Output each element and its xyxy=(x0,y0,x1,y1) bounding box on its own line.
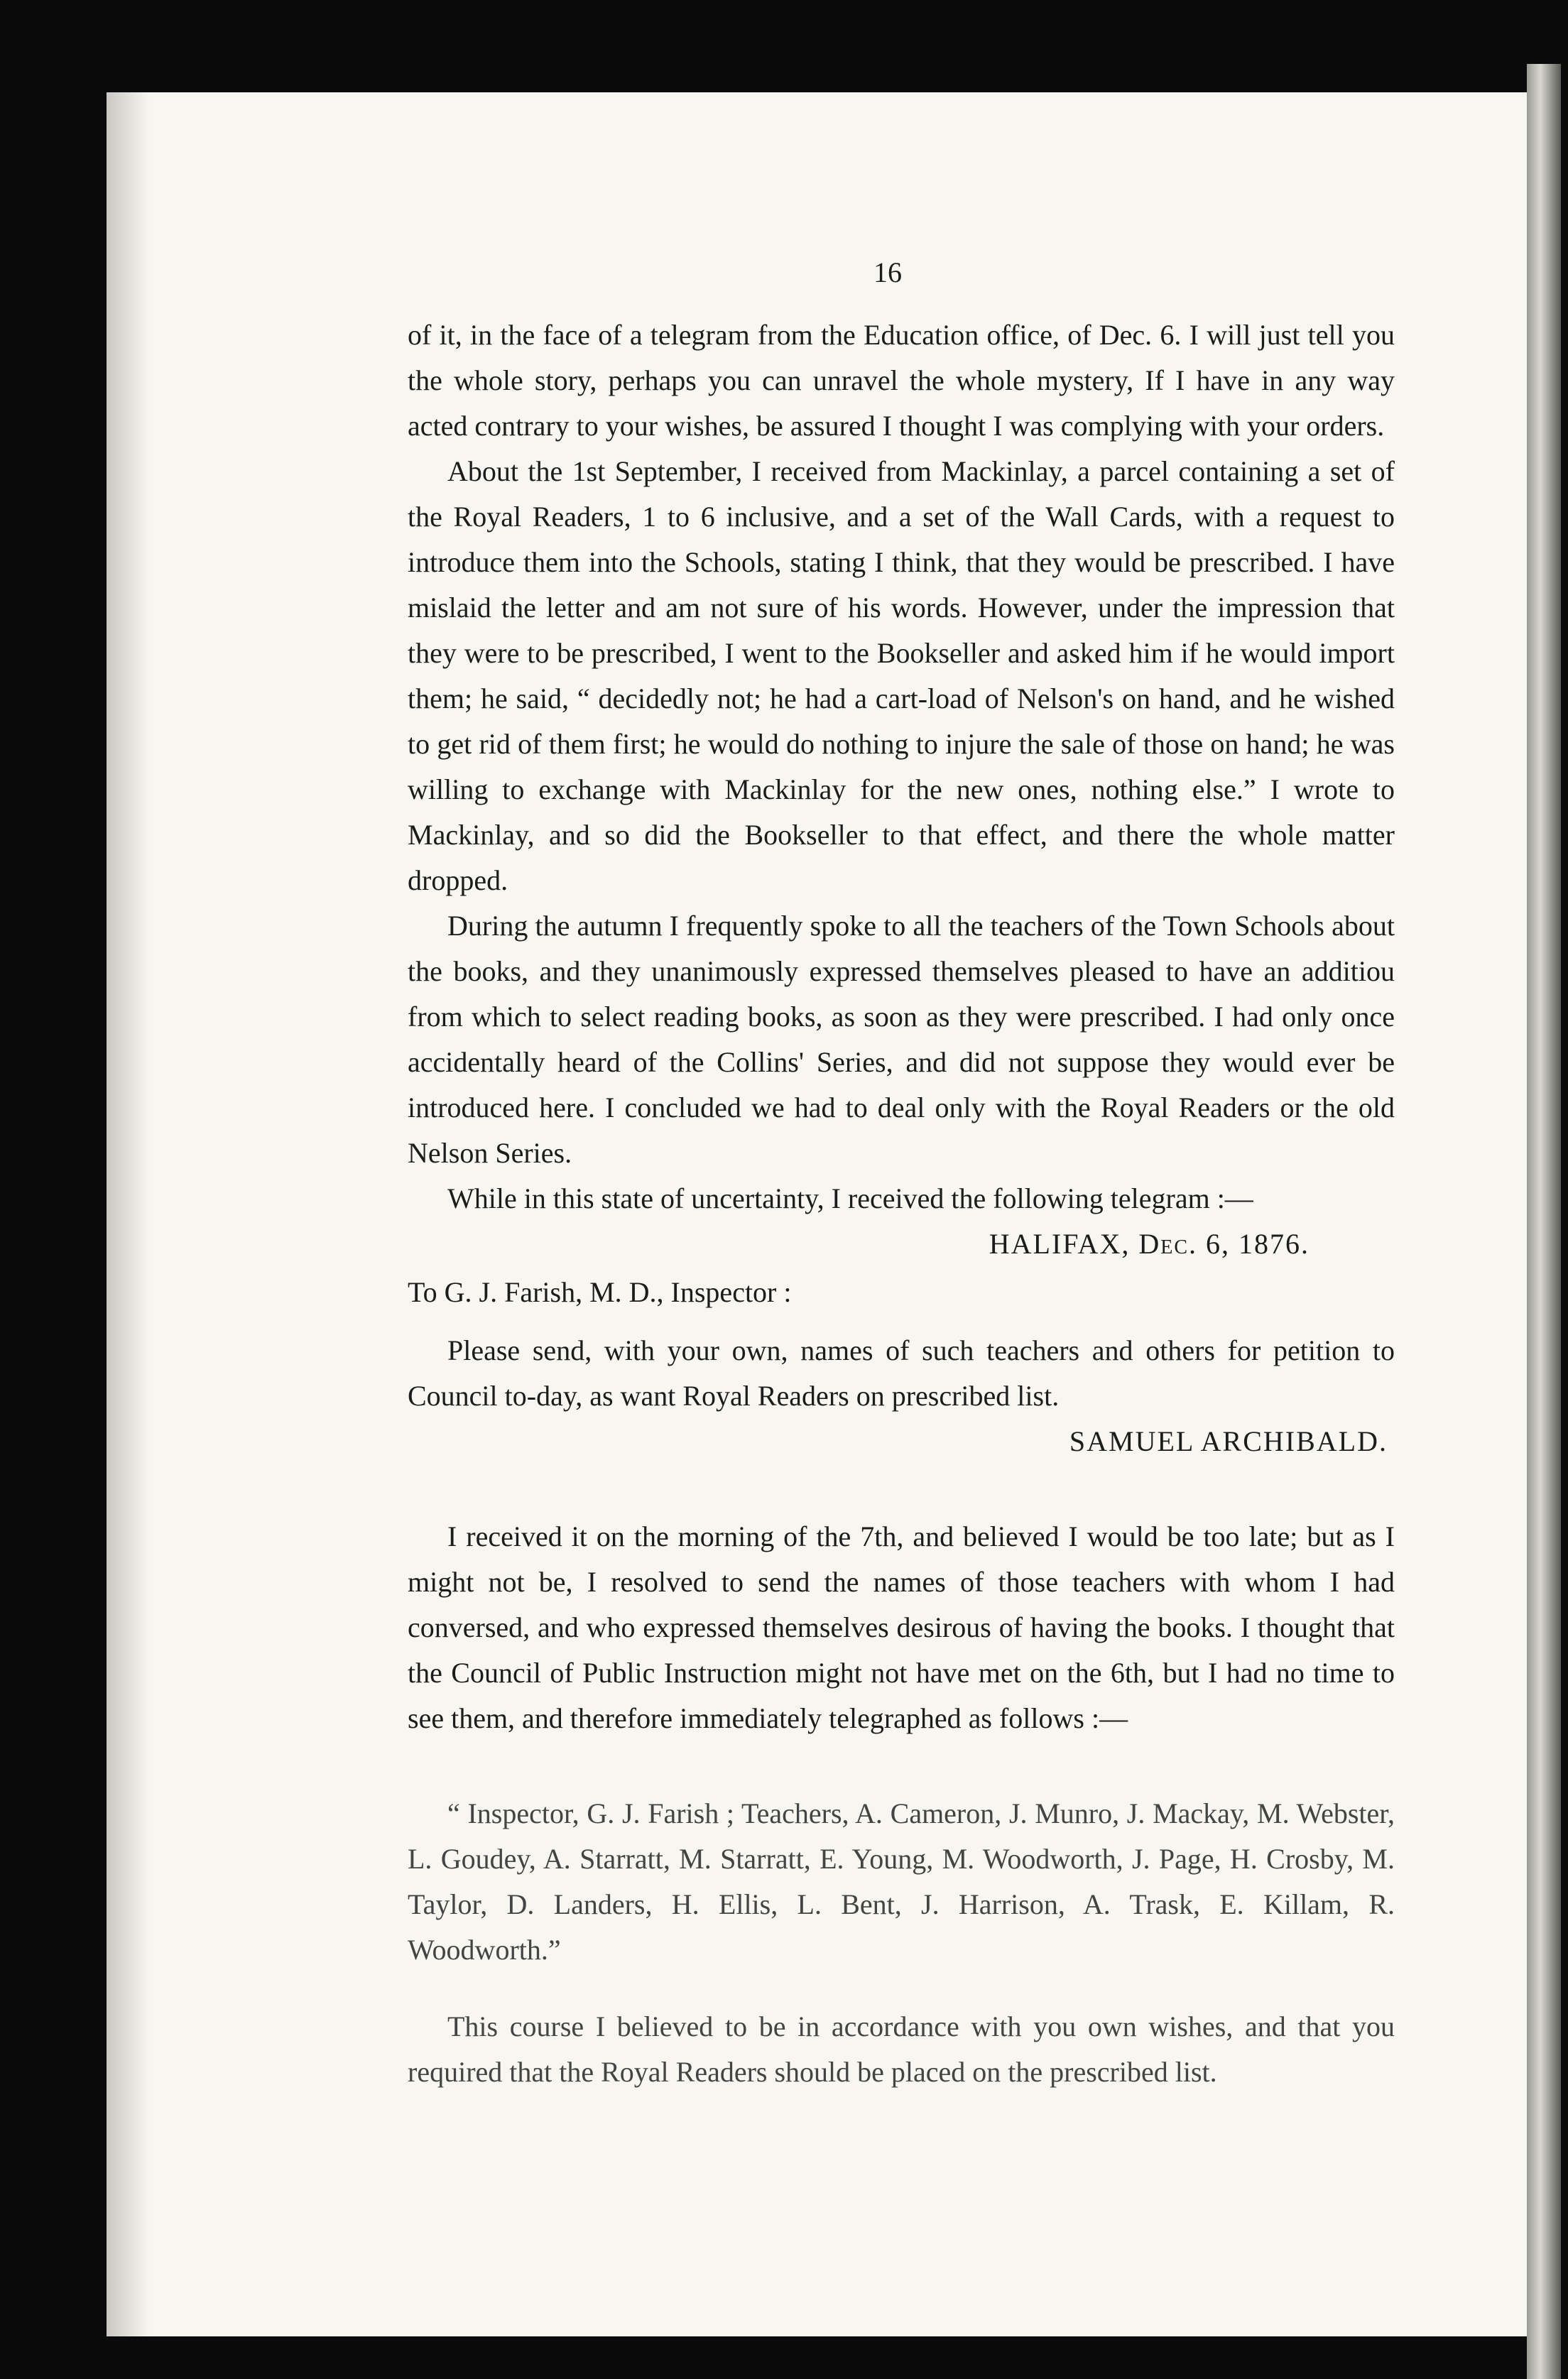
page-edge-right xyxy=(1527,64,1561,2379)
document-body xyxy=(408,234,1395,2095)
telegram-place-date: HALIFAX, Dec. 6, 1876. xyxy=(989,1228,1310,1260)
telegram-addressee: To G. J. Farish, M. D., Inspector : xyxy=(408,1276,792,1308)
paragraph-2: About the 1st September, I received from Mackinlay, a parcel containing a set of the Royal Readers, 1 to 6 inclusive, and a set of the Wall Cards, with a request to introduce them into the Schools, stating I think, that they would be prescribed. I have mislaid the letter and am not sure of his words. However, under the impression that they were to be prescribed, I went to the Bookseller and asked him if he would import them; he said, “ decidedly not; he had a cart-load of Nelson's on hand, and he wished to get rid of them first; he would do nothing to injure the sale of those on hand; he was willing to exchange with Mackinlay for the new ones, nothing else.” I wrote to Mackinlay, and so did the Bookseller to that effect, and there the whole matter dropped. xyxy=(408,455,1395,896)
telegram-signature: SAMUEL ARCHIBALD. xyxy=(1069,1425,1388,1457)
paragraph-3: During the autumn I frequently spoke to all the teachers of the Town Schools about the books, and they unanimously expressed themselves pleased to have an additiou from which to select reading books, as soon as they were prescribed. I had only once accidentally heard of the Collins' Series, and did not suppose they would ever be introduced here. I concluded we had to deal only with the Royal Readers or the old Nelson Series. xyxy=(408,910,1395,1169)
paragraph-6: This course I believed to be in accordance with you own wishes, and that you required that the Royal Readers should be placed on the prescribed list. xyxy=(408,2010,1395,2088)
page-number: 16 xyxy=(873,256,902,288)
paragraph-4: While in this state of uncertainty, I received the following telegram :— xyxy=(447,1182,1253,1214)
page-edge-left xyxy=(107,92,149,2336)
paragraph-1: of it, in the face of a telegram from the Education office, of Dec. 6. I will just tell you the whole story, perhaps you can unravel the whole mystery, If I have in any way acted contrary to your wishes, be assured I thought I was complying with your orders. xyxy=(408,319,1395,442)
telegram-reply-quote: “ Inspector, G. J. Farish ; Teachers, A. Cameron, J. Munro, J. Mackay, M. Webster, L. Goudey, A. Starratt, M. Starratt, E. Young, M. Woodworth, J. Page, H. Crosby, M. Taylor, D. Landers, H. Ellis, L. Bent, J. Harrison, A. Trask, E. Killam, R. Woodworth.” xyxy=(408,1797,1395,1966)
paragraph-5: I received it on the morning of the 7th, and believed I would be too late; but as I might not be, I resolved to send the names of those teachers with whom I had conversed, and who expressed themselves desirous of having the books. I thought that the Council of Public Instruction might not have met on the 6th, but I had no time to see them, and therefore immediately telegraphed as follows :— xyxy=(408,1520,1395,1734)
telegram-body: Please send, with your own, names of such teachers and others for petition to Council to-day, as want Royal Readers on prescribed list. xyxy=(408,1334,1395,1412)
